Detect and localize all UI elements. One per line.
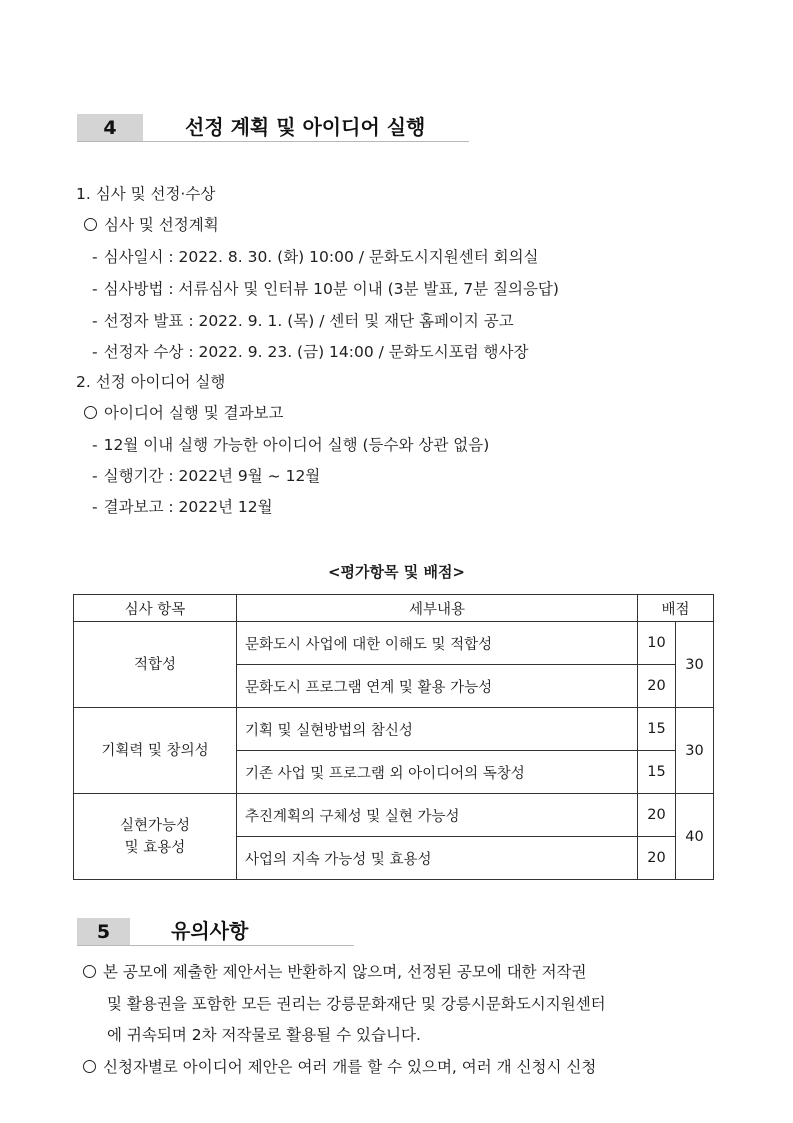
list-item: - 선정자 수상 : 2022. 9. 23. (금) 14:00 / 문화도시포럼 행사장 — [92, 343, 529, 361]
category-line: 및 효용성 — [124, 839, 186, 856]
list-item: - 심사일시 : 2022. 8. 30. (화) 10:00 / 문화도시지원센터 회의실 — [92, 248, 539, 266]
note-paragraph: 신청자별로 아이디어 제안은 여러 개를 할 수 있으며, 여러 개 신청시 신청 — [83, 1057, 596, 1077]
list-item: - 선정자 발표 : 2022. 9. 1. (목) / 센터 및 재단 홈페이지 공고 — [92, 312, 514, 330]
section-underline — [77, 945, 354, 946]
circle-bullet-icon — [83, 965, 96, 978]
list-item: - 결과보고 : 2022년 12월 — [92, 498, 273, 516]
section-5-heading — [77, 918, 354, 946]
item-1-subheading: 심사 및 선정계획 — [84, 215, 219, 235]
section-title: 선정 계획 및 아이디어 실행 — [185, 115, 426, 139]
section-number: 5 — [77, 918, 130, 945]
detail-cell: 기존 사업 및 프로그램 외 아이디어의 독창성 — [237, 751, 638, 794]
detail-cell: 추진계획의 구체성 및 실현 가능성 — [237, 794, 638, 837]
header-score: 배점 — [638, 595, 714, 622]
header-detail: 세부내용 — [237, 595, 638, 622]
item-2-heading: 2. 선정 아이디어 실행 — [76, 373, 226, 391]
category-cell: 적합성 — [74, 622, 237, 708]
category-line: 실현가능성 — [119, 817, 191, 834]
section-underline — [77, 141, 469, 142]
circle-bullet-icon — [83, 1060, 96, 1073]
table-row — [74, 794, 714, 837]
header-category: 심사 항목 — [74, 595, 237, 622]
list-item: - 12월 이내 실행 가능한 아이디어 실행 (등수와 상관 없음) — [92, 436, 490, 454]
item-1-heading: 1. 심사 및 선정·수상 — [76, 185, 216, 203]
table-row — [74, 622, 714, 665]
circle-bullet-icon — [84, 406, 97, 419]
section-number: 4 — [77, 114, 143, 141]
note-paragraph-continued: 에 귀속되며 2차 저작물로 활용될 수 있습니다. — [107, 1026, 421, 1044]
detail-cell: 문화도시 프로그램 연계 및 활용 가능성 — [237, 665, 638, 708]
list-item: - 심사방법 : 서류심사 및 인터뷰 10분 이내 (3분 발표, 7분 질의응답) — [92, 280, 559, 298]
circle-bullet-icon — [84, 218, 97, 231]
score-cell: 10 — [638, 622, 676, 665]
section-4-heading — [77, 114, 469, 142]
note-paragraph-continued: 및 활용권을 포함한 모든 권리는 강릉문화재단 및 강릉시문화도시지원센터 — [107, 995, 606, 1013]
table-row — [74, 708, 714, 751]
note-paragraph: 본 공모에 제출한 제안서는 반환하지 않으며, 선정된 공모에 대한 저작권 — [83, 962, 587, 982]
total-cell: 40 — [676, 794, 714, 880]
detail-cell: 문화도시 사업에 대한 이해도 및 적합성 — [237, 622, 638, 665]
list-item: - 실행기간 : 2022년 9월 ~ 12월 — [92, 467, 321, 485]
score-cell: 15 — [638, 708, 676, 751]
total-cell: 30 — [676, 708, 714, 794]
table-header-row — [74, 595, 714, 622]
detail-cell: 사업의 지속 가능성 및 효용성 — [237, 837, 638, 880]
total-cell: 30 — [676, 622, 714, 708]
item-2-subheading: 아이디어 실행 및 결과보고 — [84, 403, 284, 423]
score-cell: 20 — [638, 794, 676, 837]
score-cell: 20 — [638, 665, 676, 708]
score-cell: 15 — [638, 751, 676, 794]
section-title: 유의사항 — [171, 919, 249, 943]
table-title: <평가항목 및 배점> — [327, 563, 465, 581]
evaluation-table — [73, 594, 714, 880]
score-cell: 20 — [638, 837, 676, 880]
detail-cell: 기획 및 실현방법의 참신성 — [237, 708, 638, 751]
category-cell: 기획력 및 창의성 — [74, 708, 237, 794]
category-cell — [74, 794, 237, 880]
